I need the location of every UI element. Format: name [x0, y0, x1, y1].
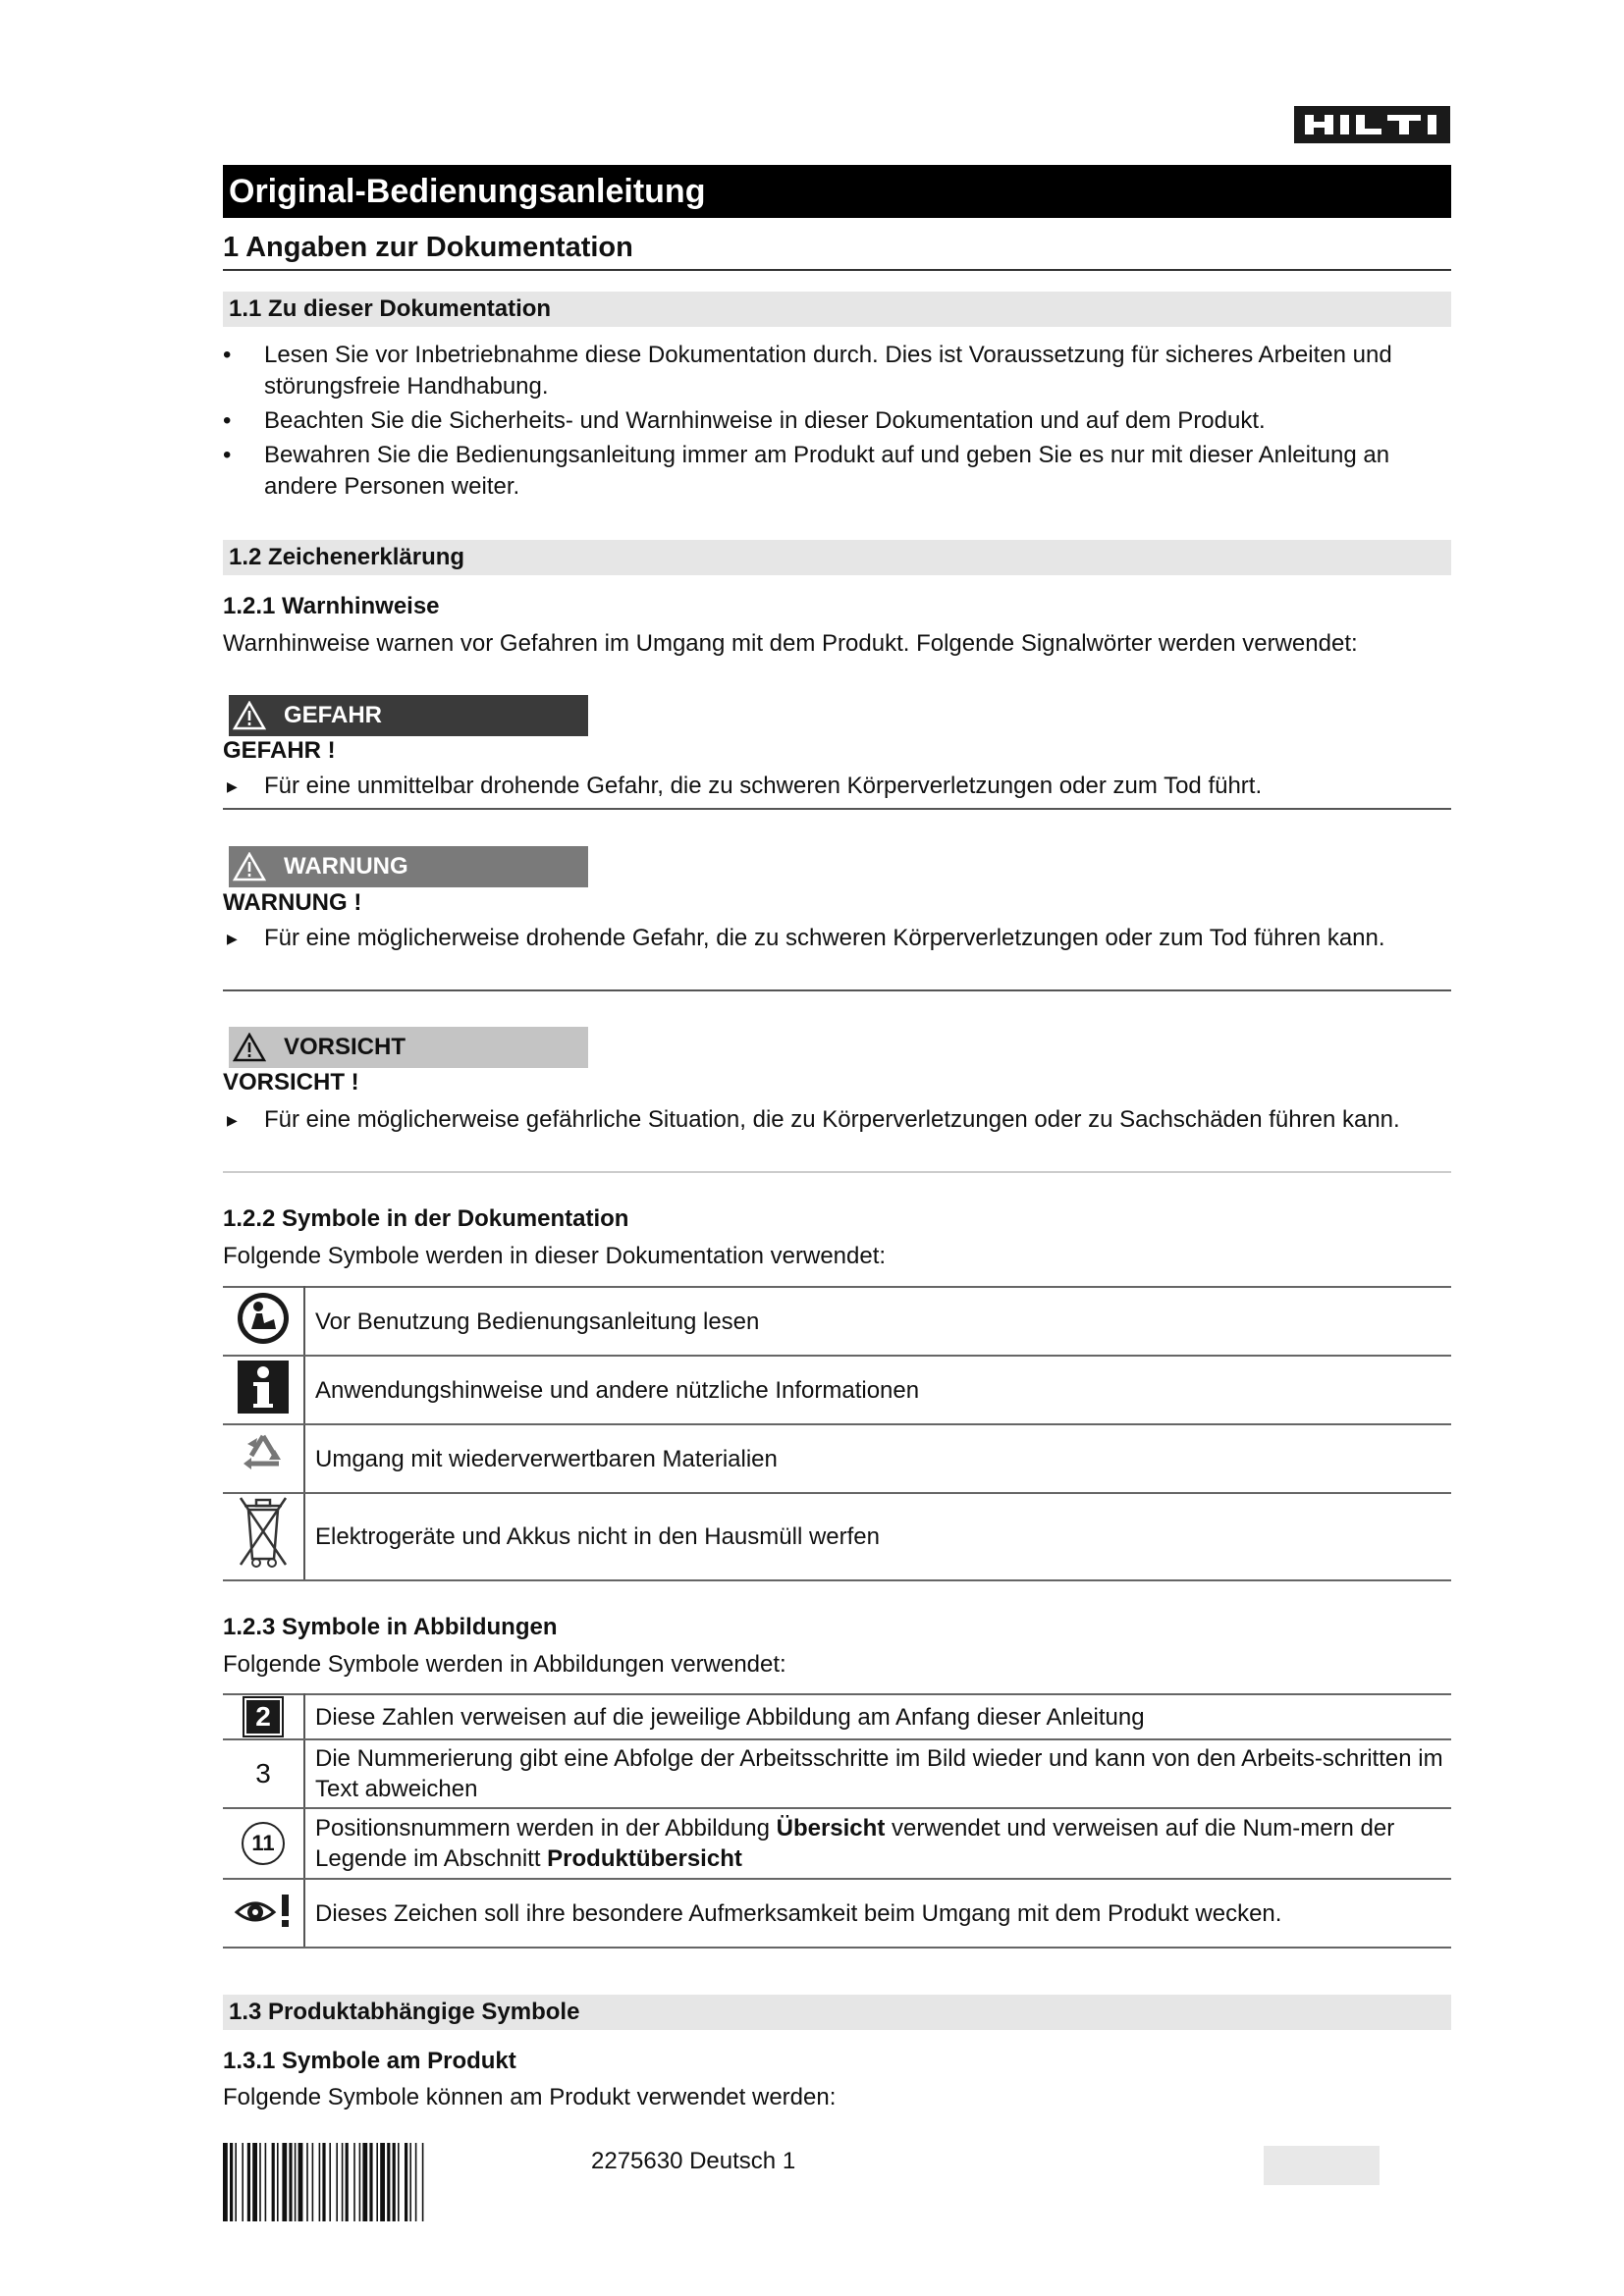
gefahr-word: GEFAHR !	[223, 737, 336, 764]
table-row	[223, 1808, 1451, 1879]
read-manual-icon	[235, 1290, 292, 1347]
warnung-label: WARNUNG	[229, 846, 588, 887]
crossed-bin-icon	[239, 1494, 288, 1573]
gefahr-label: GEFAHR	[229, 695, 588, 736]
table-cell: Vor Benutzung Bedienungsanleitung lesen	[304, 1287, 1451, 1356]
table-row	[223, 1356, 1451, 1424]
warning-triangle-icon	[233, 852, 266, 881]
section-heading-1-1: 1.1 Zu dieser Dokumentation	[223, 292, 1451, 327]
vorsicht-word: VORSICHT !	[223, 1069, 359, 1095]
warnung-text: ▶ Für eine möglicherweise drohende Gefahr, die zu schweren Körperverletzungen oder zum Tod führen kann.	[227, 925, 1385, 951]
gefahr-text: ▶ Für eine unmittelbar drohende Gefahr, die zu schweren Körperverletzungen oder zum Tod führt.	[227, 773, 1263, 799]
barcode	[223, 2143, 559, 2221]
vorsicht-text: ▶ Für eine möglicherweise gefährliche Situation, die zu Körperverletzungen oder zu Sachschäden führen kann.	[227, 1106, 1400, 1133]
table-cell: Positionsnummern werden in der Abbildung Übersicht verwendet und verweisen auf die Num-mern der Legende im Abschnitt Produktübersicht	[304, 1808, 1451, 1879]
product-symbols-intro: Folgende Symbole können am Produkt verwendet werden:	[223, 2084, 837, 2110]
divider	[223, 989, 1451, 991]
position-number-icon: 11	[242, 1822, 285, 1865]
warnung-word: WARNUNG !	[223, 889, 362, 916]
table-cell: Anwendungshinweise und andere nützliche Informationen	[304, 1356, 1451, 1424]
table-row	[223, 1424, 1451, 1493]
table-cell: Elektrogeräte und Akkus nicht in den Hausmüll werfen	[304, 1493, 1451, 1580]
symbols-doc-table	[223, 1286, 1451, 1581]
divider	[223, 1171, 1451, 1173]
symbols-doc-intro: Folgende Symbole werden in dieser Dokumentation verwendet:	[223, 1243, 887, 1269]
recycling-icon	[236, 1428, 291, 1483]
subsection-heading-1-2-1: 1.2.1 Warnhinweise	[223, 593, 440, 619]
section-heading-1: 1 Angaben zur Dokumentation	[223, 228, 1451, 271]
table-cell: Diese Zahlen verweisen auf die jeweilige Abbildung am Anfang dieser Anleitung	[304, 1694, 1451, 1739]
info-icon	[238, 1361, 289, 1414]
symbols-fig-table	[223, 1693, 1451, 1949]
list-item: • Bewahren Sie die Bedienungsanleitung immer am Produkt auf und geben Sie es nur mit dieser Anleitung an andere Personen weiter.	[223, 440, 1451, 503]
subsection-heading-1-2-3: 1.2.3 Symbole in Abbildungen	[223, 1614, 558, 1640]
table-cell: Umgang mit wiederverwertbaren Materialien	[304, 1424, 1451, 1493]
list-item: • Lesen Sie vor Inbetriebnahme diese Dokumentation durch. Dies ist Voraussetzung für sicheres Arbeiten und störungsfreie Handhabung.	[223, 340, 1451, 402]
footer-doc-id: 2275630 Deutsch 1	[591, 2148, 796, 2174]
table-row	[223, 1493, 1451, 1580]
section-heading-1-2: 1.2 Zeichenerklärung	[223, 540, 1451, 575]
section-heading-1-3: 1.3 Produktabhängige Symbole	[223, 1995, 1451, 2030]
subsection-heading-1-2-2: 1.2.2 Symbole in der Dokumentation	[223, 1205, 629, 1232]
list-item: • Beachten Sie die Sicherheits- und Warnhinweise in dieser Dokumentation und auf dem Produkt.	[223, 405, 1451, 437]
symbols-fig-intro: Folgende Symbole werden in Abbildungen verwendet:	[223, 1651, 786, 1678]
figure-number-icon: 2	[244, 1698, 282, 1735]
hilti-logo	[1294, 106, 1450, 143]
table-cell: Die Nummerierung gibt eine Abfolge der Arbeitsschritte im Bild wieder und kann von den Arbeits-schritten im Text abweichen	[304, 1739, 1451, 1808]
table-row	[223, 1694, 1451, 1739]
attention-eye-icon	[234, 1891, 293, 1930]
table-row	[223, 1879, 1451, 1948]
document-page	[223, 0, 1451, 2296]
bullet-list	[223, 340, 1451, 506]
step-number-icon: 3	[255, 1758, 271, 1789]
divider	[223, 808, 1451, 810]
table-cell: Dieses Zeichen soll ihre besondere Aufmerksamkeit beim Umgang mit dem Produkt wecken.	[304, 1879, 1451, 1948]
warning-triangle-icon	[233, 1033, 266, 1062]
footer-page-box	[1264, 2146, 1380, 2185]
table-row	[223, 1739, 1451, 1808]
vorsicht-label: VORSICHT	[229, 1027, 588, 1068]
document-title: Original-Bedienungsanleitung	[223, 165, 1451, 218]
warnings-intro: Warnhinweise warnen vor Gefahren im Umgang mit dem Produkt. Folgende Signalwörter werden verwendet:	[223, 630, 1358, 657]
table-row	[223, 1287, 1451, 1356]
warning-triangle-icon	[233, 701, 266, 730]
subsection-heading-1-3-1: 1.3.1 Symbole am Produkt	[223, 2048, 516, 2074]
